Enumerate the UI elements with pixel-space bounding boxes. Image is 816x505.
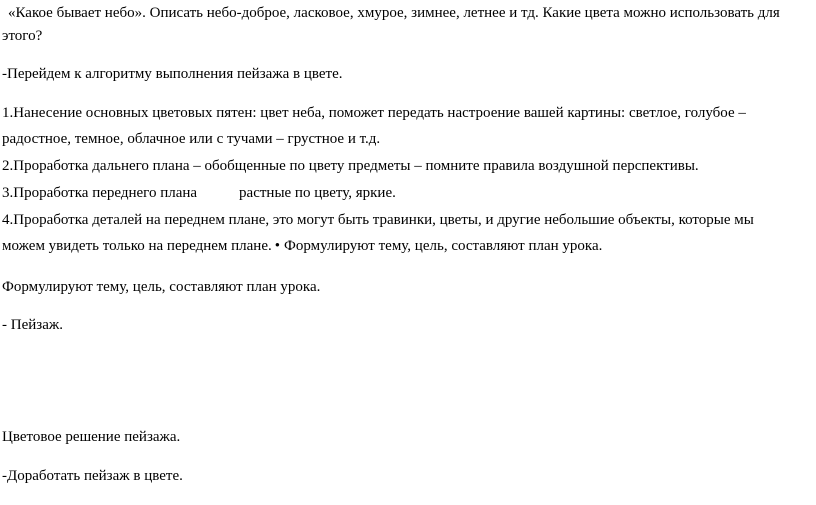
step-4-details-cont [2, 237, 602, 255]
lesson-plan-inline: Формулируют тему, цель, составляют план урока. [284, 238, 603, 254]
step-4-tail: можем увидеть только на переднем плане. [2, 238, 272, 254]
step-3-foreground [2, 184, 396, 202]
step-4-details: 4.Проработка деталей на переднем плане, это могут быть травинки, цветы, и другие небольшие объекты, которые мы [2, 212, 754, 228]
step-2-background: 2.Проработка дальнего плана – обобщенные по цвету предметы – помните правила воздушной перспективы. [2, 158, 699, 174]
bullet-icon: • [274, 238, 281, 254]
step-3-label: 3.Проработка переднего плана [2, 185, 198, 201]
paragraph-lesson-plan: Формулируют тему, цель, составляют план урока. [2, 279, 321, 295]
paragraph-landscape: - Пейзаж. [2, 317, 63, 333]
paragraph-finish-landscape: -Доработать пейзаж в цвете. [2, 468, 183, 484]
paragraph-sky-description: «Какое бывает небо». Описать небо-доброе, ласковое, хмурое, зимнее, летнее и тд. Какие цвета можно использовать для [8, 5, 780, 21]
paragraph-sky-description-cont: этого? [2, 28, 43, 44]
paragraph-algorithm-intro: -Перейдем к алгоритму выполнения пейзажа в цвете. [2, 66, 343, 82]
paragraph-color-solution: Цветовое решение пейзажа. [2, 429, 181, 445]
step-3-description: растные по цвету, яркие. [239, 185, 396, 201]
step-1-color-spots: 1.Нанесение основных цветовых пятен: цвет неба, поможет передать настроение вашей картины: светлое, голубое – [2, 105, 746, 121]
step-1-color-spots-cont: радостное, темное, облачное или с тучами – грустное и т.д. [2, 131, 381, 147]
